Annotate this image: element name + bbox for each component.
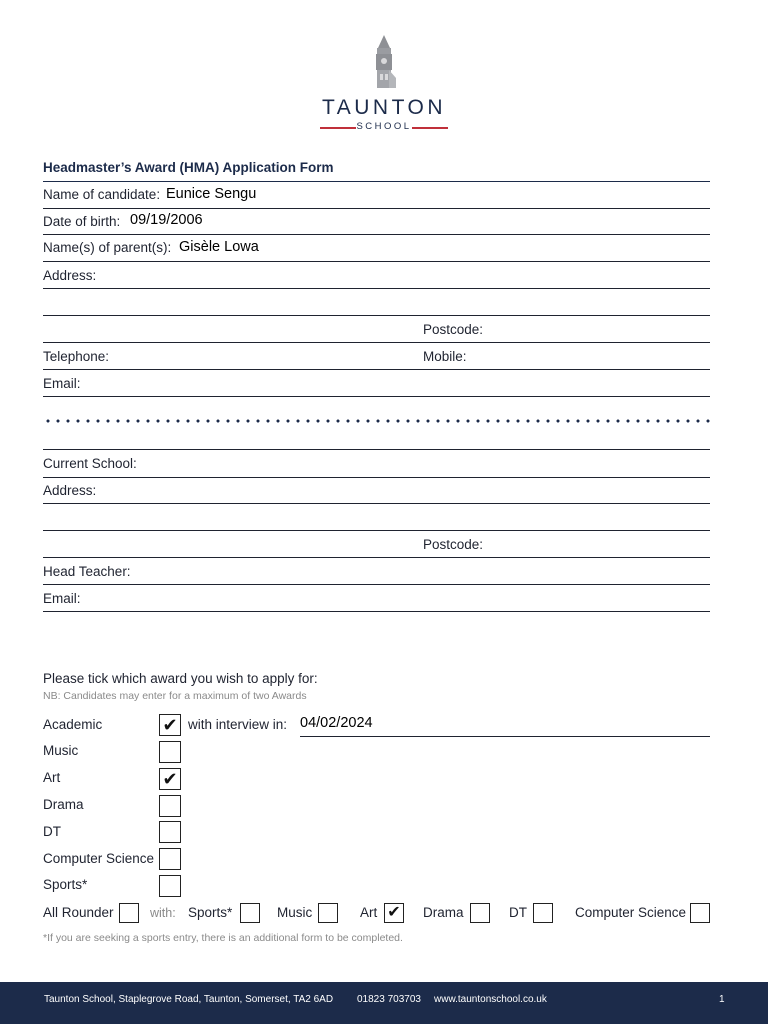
rule <box>43 261 710 262</box>
school-email-label: Email: <box>43 591 81 606</box>
ar-checkbox-sports[interactable] <box>240 903 260 923</box>
ar-checkbox-music[interactable] <box>318 903 338 923</box>
sports-footnote: *If you are seeking a sports entry, there is an additional form to be completed. <box>43 932 403 944</box>
ar-label-computer-science: Computer Science <box>575 905 687 920</box>
all-rounder-checkbox[interactable] <box>119 903 139 923</box>
rule <box>43 477 710 478</box>
award-checkbox-music[interactable] <box>159 741 181 763</box>
rule <box>43 503 710 504</box>
footer-website[interactable]: www.tauntonschool.co.uk <box>434 994 547 1005</box>
rule <box>43 342 710 343</box>
ar-checkbox-computer-science[interactable] <box>690 903 710 923</box>
candidate-label: Name of candidate: <box>43 187 161 202</box>
current-school-label: Current School: <box>43 456 137 471</box>
award-checkbox-art[interactable]: ✔ <box>159 768 181 790</box>
parents-label: Name(s) of parent(s): <box>43 240 172 255</box>
ar-label-art: Art <box>360 905 378 920</box>
dob-label: Date of birth: <box>43 214 121 229</box>
title-rule <box>43 181 710 182</box>
all-rounder-with-label: with: <box>150 906 176 920</box>
telephone-label: Telephone: <box>43 349 110 364</box>
rule <box>43 611 710 612</box>
rule <box>43 530 710 531</box>
logo-name: TAUNTON <box>321 96 447 119</box>
award-checkbox-sports[interactable] <box>159 875 181 897</box>
rule <box>43 288 710 289</box>
award-checkbox-academic[interactable]: ✔ <box>159 714 181 736</box>
interview-label: with interview in: <box>188 717 288 732</box>
school-logo <box>310 34 458 134</box>
ar-label-music: Music <box>277 905 313 920</box>
footer-bar <box>0 982 768 1024</box>
address-label: Address: <box>43 268 97 283</box>
tower-icon <box>371 34 397 90</box>
award-label-academic: Academic <box>43 717 103 732</box>
award-checkbox-computer-science[interactable] <box>159 848 181 870</box>
footer-phone: 01823 703703 <box>357 994 421 1005</box>
interview-field[interactable]: 04/02/2024 <box>300 715 373 731</box>
dob-field[interactable]: 09/19/2006 <box>130 212 203 228</box>
award-label-drama: Drama <box>43 797 84 812</box>
dotted-separator <box>43 419 715 423</box>
rule <box>43 315 710 316</box>
parents-field[interactable]: Gisèle Lowa <box>179 239 259 255</box>
award-label-computer-science: Computer Science <box>43 851 155 866</box>
ar-label-drama: Drama <box>423 905 464 920</box>
school-postcode-label: Postcode: <box>423 537 484 552</box>
award-label-sports: Sports* <box>43 877 88 892</box>
form-title: Headmaster’s Award (HMA) Application Form <box>43 160 334 175</box>
all-rounder-label: All Rounder <box>43 905 114 920</box>
head-teacher-label: Head Teacher: <box>43 564 131 579</box>
postcode-label: Postcode: <box>423 322 484 337</box>
school-address-label: Address: <box>43 483 97 498</box>
rule <box>43 396 710 397</box>
award-label-dt: DT <box>43 824 61 839</box>
email-label: Email: <box>43 376 81 391</box>
rule <box>43 557 710 558</box>
awards-prompt: Please tick which award you wish to apply for: <box>43 671 318 686</box>
award-label-art: Art <box>43 770 61 785</box>
award-label-music: Music <box>43 743 79 758</box>
rule <box>43 208 710 209</box>
mobile-label: Mobile: <box>423 349 467 364</box>
rule <box>43 584 710 585</box>
footer-address: Taunton School, Staplegrove Road, Taunton, Somerset, TA2 6AD <box>44 994 334 1005</box>
interview-rule <box>300 736 710 737</box>
logo-rule-right <box>412 127 448 129</box>
page-number: 1 <box>719 994 725 1005</box>
ar-checkbox-art[interactable]: ✔ <box>384 903 404 923</box>
awards-note: NB: Candidates may enter for a maximum of two Awards <box>43 690 307 702</box>
rule <box>43 449 710 450</box>
ar-label-sports: Sports* <box>188 905 233 920</box>
ar-label-dt: DT <box>509 905 527 920</box>
award-checkbox-dt[interactable] <box>159 821 181 843</box>
rule <box>43 369 710 370</box>
award-checkbox-drama[interactable] <box>159 795 181 817</box>
candidate-field[interactable]: Eunice Sengu <box>166 186 257 202</box>
rule <box>43 234 710 235</box>
ar-checkbox-dt[interactable] <box>533 903 553 923</box>
ar-checkbox-drama[interactable] <box>470 903 490 923</box>
logo-sub: SCHOOL <box>356 121 412 132</box>
